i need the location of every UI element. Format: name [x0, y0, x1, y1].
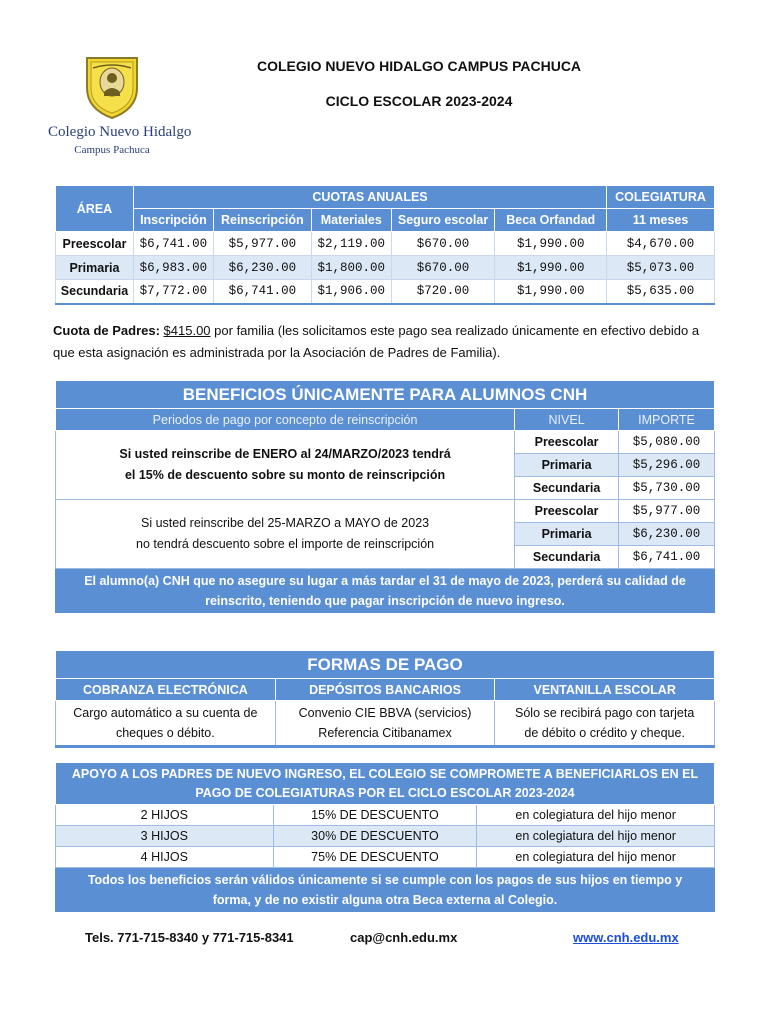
col-seguro: Seguro escolar [391, 209, 495, 232]
fee-cell: $670.00 [391, 256, 495, 280]
table-row [56, 826, 715, 847]
benefits-table [55, 380, 715, 613]
parents-fee-label: Cuota de Padres: [53, 323, 160, 338]
fee-cell: $5,635.00 [607, 280, 715, 304]
email-address[interactable]: cap@cnh.edu.mx [350, 930, 458, 945]
applies-cell: en colegiatura del hijo menor [477, 847, 715, 868]
method-text: Cargo automático a su cuenta de [73, 706, 258, 720]
benefits-foot-line1: El alumno(a) CNH que no asegure su lugar a más tardar el 31 de mayo de 2023, perderá su calidad de [84, 573, 686, 588]
fee-cell: $6,983.00 [133, 256, 213, 280]
amount-cell: $6,741.00 [619, 546, 715, 569]
children-count: 4 HIJOS [56, 847, 274, 868]
fee-cell: $720.00 [391, 280, 495, 304]
children-count: 3 HIJOS [56, 826, 274, 847]
method-text: Sólo se recibirá pago con tarjeta [515, 706, 695, 720]
area-header: ÁREA [56, 186, 134, 232]
fee-cell: $6,230.00 [213, 256, 311, 280]
amount-cell: $5,730.00 [619, 477, 715, 500]
amount-cell: $6,230.00 [619, 523, 715, 546]
table-row [56, 847, 715, 868]
shield-crest-icon [83, 54, 141, 120]
period-2-line1: Si usted reinscribe del 25-MARZO a MAYO de 2023 [141, 516, 430, 530]
support-header-line2: PAGO DE COLEGIATURAS POR EL CICLO ESCOLAR 2023-2024 [195, 785, 575, 800]
parents-fee-text: por familia (les solicitamos este pago sea realizado únicamente en efectivo debido a que esta asignación es administrada por la Asociación de Padres de Familia). [53, 323, 700, 360]
school-title: COLEGIO NUEVO HIDALGO CAMPUS PACHUCA [256, 58, 582, 74]
period-1-line2: el 15% de descuento sobre su monto de reinscripción [124, 468, 446, 482]
benefits-foot-line2: reinscrito, teniendo que pagar inscripción de nuevo ingreso. [205, 593, 565, 608]
method-text: cheques o débito. [115, 726, 215, 740]
fee-cell: $6,741.00 [133, 232, 213, 256]
discount-cell: 15% DE DESCUENTO [273, 805, 477, 826]
support-footnote [56, 868, 715, 912]
table-row [56, 232, 715, 256]
payment-methods-table [55, 650, 715, 748]
fee-cell: $5,977.00 [213, 232, 311, 256]
area-cell: Secundaria [56, 280, 134, 304]
col-reinscripcion: Reinscripción [213, 209, 311, 232]
applies-cell: en colegiatura del hijo menor [477, 805, 715, 826]
support-foot-line2: forma, y de no existir alguna otra Beca externa al Colegio. [212, 892, 558, 907]
phone-numbers: Tels. 771-715-8340 y 771-715-8341 [85, 930, 294, 945]
fee-cell: $4,670.00 [607, 232, 715, 256]
support-header-line1: APOYO A LOS PADRES DE NUEVO INGRESO, EL COLEGIO SE COMPROMETE A BENEFICIARLOS EN EL [71, 766, 699, 781]
amount-cell: $5,296.00 [619, 454, 715, 477]
table-row [56, 256, 715, 280]
col-nivel: NIVEL [515, 409, 619, 431]
fee-cell: $7,772.00 [133, 280, 213, 304]
school-logo [48, 52, 192, 162]
fee-cell: $2,119.00 [311, 232, 391, 256]
period-2-line2: no tendrá descuento sobre el importe de reinscripción [136, 537, 435, 551]
logo-subtitle: Campus Pachuca [74, 144, 150, 156]
method-cell [495, 701, 715, 747]
method-cell [56, 701, 276, 747]
amount-cell: $5,080.00 [619, 431, 715, 454]
fees-table [55, 185, 715, 305]
area-cell: Preescolar [56, 232, 134, 256]
level-cell: Preescolar [515, 431, 619, 454]
cycle-title: CICLO ESCOLAR 2023-2024 [325, 93, 513, 109]
fee-cell: $670.00 [391, 232, 495, 256]
annual-fees-header: CUOTAS ANUALES [133, 186, 606, 209]
fee-cell: $1,990.00 [495, 232, 607, 256]
method-text: Convenio CIE BBVA (servicios) [298, 706, 472, 720]
col-depositos: DEPÓSITOS BANCARIOS [275, 679, 495, 701]
support-header [56, 763, 715, 805]
col-materiales: Materiales [311, 209, 391, 232]
applies-cell: en colegiatura del hijo menor [477, 826, 715, 847]
payment-methods-title: FORMAS DE PAGO [56, 651, 715, 679]
fee-cell: $1,906.00 [311, 280, 391, 304]
method-text: de débito o crédito y cheque. [524, 726, 685, 740]
amount-cell: $5,977.00 [619, 500, 715, 523]
support-table [55, 762, 715, 912]
level-cell: Preescolar [515, 500, 619, 523]
level-cell: Primaria [515, 454, 619, 477]
level-cell: Secundaria [515, 546, 619, 569]
level-cell: Secundaria [515, 477, 619, 500]
parents-fee-amount: $415.00 [163, 323, 211, 338]
table-row [56, 280, 715, 304]
method-text: Referencia Citibanamex [318, 726, 452, 740]
table-row [56, 805, 715, 826]
fee-cell: $1,800.00 [311, 256, 391, 280]
col-periodos: Periodos de pago por concepto de reinscripción [56, 409, 515, 431]
benefits-title: BENEFICIOS ÚNICAMENTE PARA ALUMNOS CNH [56, 381, 715, 409]
period-1-line1: Si usted reinscribe de ENERO al 24/MARZO/2023 tendrá [119, 447, 451, 461]
fee-cell: $1,990.00 [495, 256, 607, 280]
logo-name: Colegio Nuevo Hidalgo [48, 124, 192, 140]
fee-cell: $5,073.00 [607, 256, 715, 280]
col-beca: Beca Orfandad [495, 209, 607, 232]
fee-cell: $1,990.00 [495, 280, 607, 304]
col-ventanilla: VENTANILLA ESCOLAR [495, 679, 715, 701]
level-cell: Primaria [515, 523, 619, 546]
area-cell: Primaria [56, 256, 134, 280]
tuition-header: COLEGIATURA [607, 186, 715, 209]
period-1-description [56, 431, 515, 500]
col-cobranza: COBRANZA ELECTRÓNICA [56, 679, 276, 701]
discount-cell: 30% DE DESCUENTO [273, 826, 477, 847]
website-link[interactable]: www.cnh.edu.mx [573, 930, 679, 945]
benefits-footnote [56, 569, 715, 613]
period-2-description [56, 500, 515, 569]
col-importe: IMPORTE [619, 409, 715, 431]
col-inscripcion: Inscripción [133, 209, 213, 232]
col-meses: 11 meses [607, 209, 715, 232]
discount-cell: 75% DE DESCUENTO [273, 847, 477, 868]
fee-cell: $6,741.00 [213, 280, 311, 304]
support-foot-line1: Todos los beneficios serán válidos únicamente si se cumple con los pagos de sus hijos en tiempo y [87, 872, 683, 887]
children-count: 2 HIJOS [56, 805, 274, 826]
parents-fee-note [53, 320, 718, 364]
method-cell [275, 701, 495, 747]
